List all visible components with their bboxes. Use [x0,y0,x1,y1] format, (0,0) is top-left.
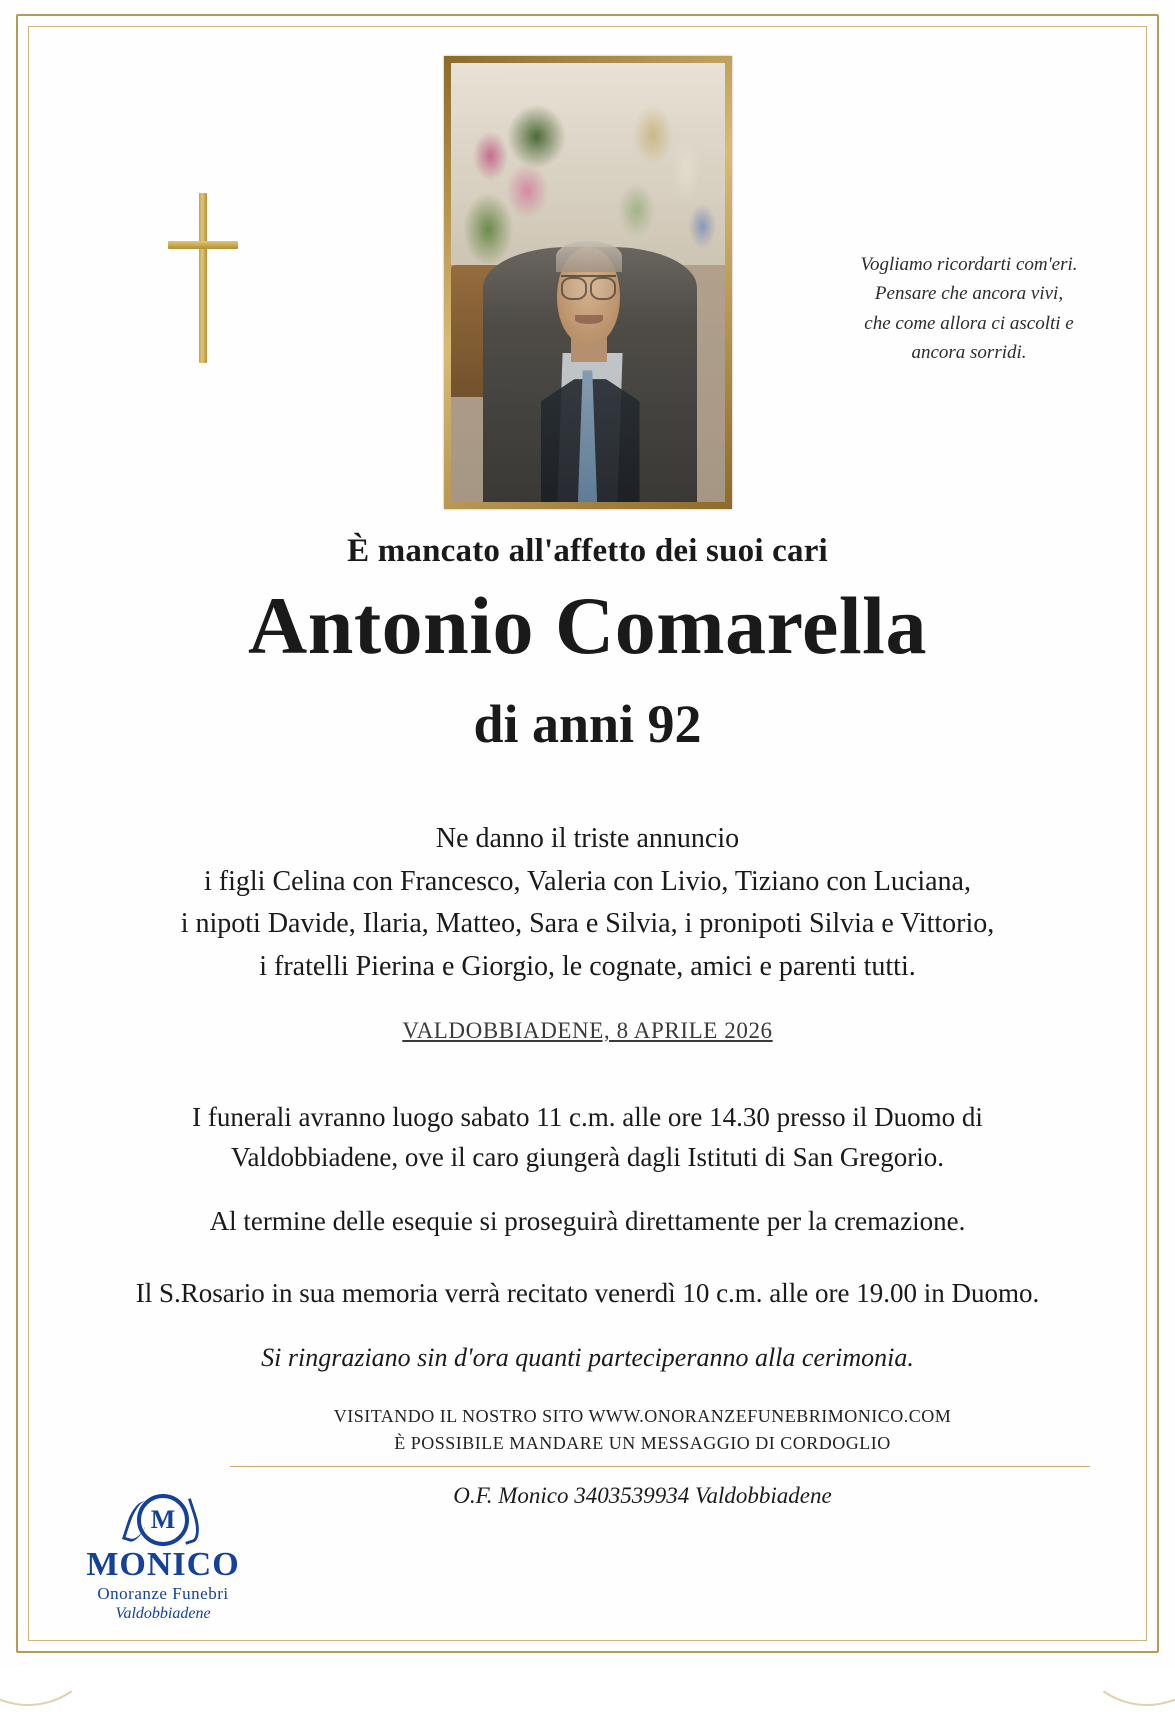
footer-divider [230,1466,1090,1467]
quote-line-3: che come allora ci ascolti e [864,312,1074,334]
card-content [40,38,1135,1629]
announcement-block [70,818,1105,988]
website-note [190,1403,1095,1457]
website-note-line-2: È POSSIBILE MANDARE UN MESSAGGIO DI CORDOGLIO [394,1433,891,1453]
quote-line-4: ancora sorridi. [911,342,1027,364]
memorial-quote [819,250,1119,368]
announcement-line-4: i fratelli Pierina e Giorgio, le cognate, amici e parenti tutti. [259,950,916,982]
lead-text: È mancato all'affetto dei suoi cari [347,533,828,569]
portrait-photo [451,63,725,502]
announcement-line-2: i figli Celina con Francesco, Valeria con Livio, Tiziano con Luciana, [204,865,971,897]
quote-line-1: Vogliamo ricordarti com'eri. [860,254,1078,275]
funeral-line-1: I funerali avranno luogo sabato 11 c.m. alle ore 14.30 presso il Duomo di [192,1102,983,1132]
logo-city: Valdobbiadene [115,1605,211,1622]
deceased-age: di anni 92 [473,694,702,754]
logo-badge-icon [137,1494,189,1546]
logo-subtitle: Onoranze Funebri [97,1584,229,1603]
contact-line: O.F. Monico 3403539934 Valdobbiadene [453,1483,832,1508]
website-note-line-1: VISITANDO IL NOSTRO SITO WWW.ONORANZEFUNEBRIMONICO.COM [333,1406,952,1426]
logo-monogram: M [150,1505,176,1534]
place-and-date [40,1018,1135,1044]
announcement-line-1: Ne danno il triste annuncio [435,823,740,854]
cross-icon [160,193,246,363]
quote-line-2: Pensare che ancora vivi, [874,283,1064,305]
place-date-text: VALDOBBIADENE, 8 APRILE 2026 [402,1018,773,1043]
funeral-home-logo [68,1494,258,1623]
cremation-note: Al termine delle esequie si proseguirà direttamente per la cremazione. [209,1206,966,1236]
funeral-line-2: Valdobbiadene, ove il caro giungerà dagli Istituti di San Gregorio. [230,1141,945,1172]
rosary-note: Il S.Rosario in sua memoria verrà recitato venerdì 10 c.m. alle ore 19.00 in Duomo. [135,1278,1040,1308]
announcement-line-3: i nipoti Davide, Ilaria, Matteo, Sara e Silvia, i pronipoti Silvia e Vittorio, [180,908,995,940]
logo-name: MONICO [86,1546,240,1583]
funeral-details [85,1098,1090,1178]
portrait-frame [444,56,732,509]
deceased-name: Antonio Comarella [248,580,927,671]
thanks-note: Si ringraziano sin d'ora quanti parteciperanno alla cerimonia. [261,1343,914,1372]
